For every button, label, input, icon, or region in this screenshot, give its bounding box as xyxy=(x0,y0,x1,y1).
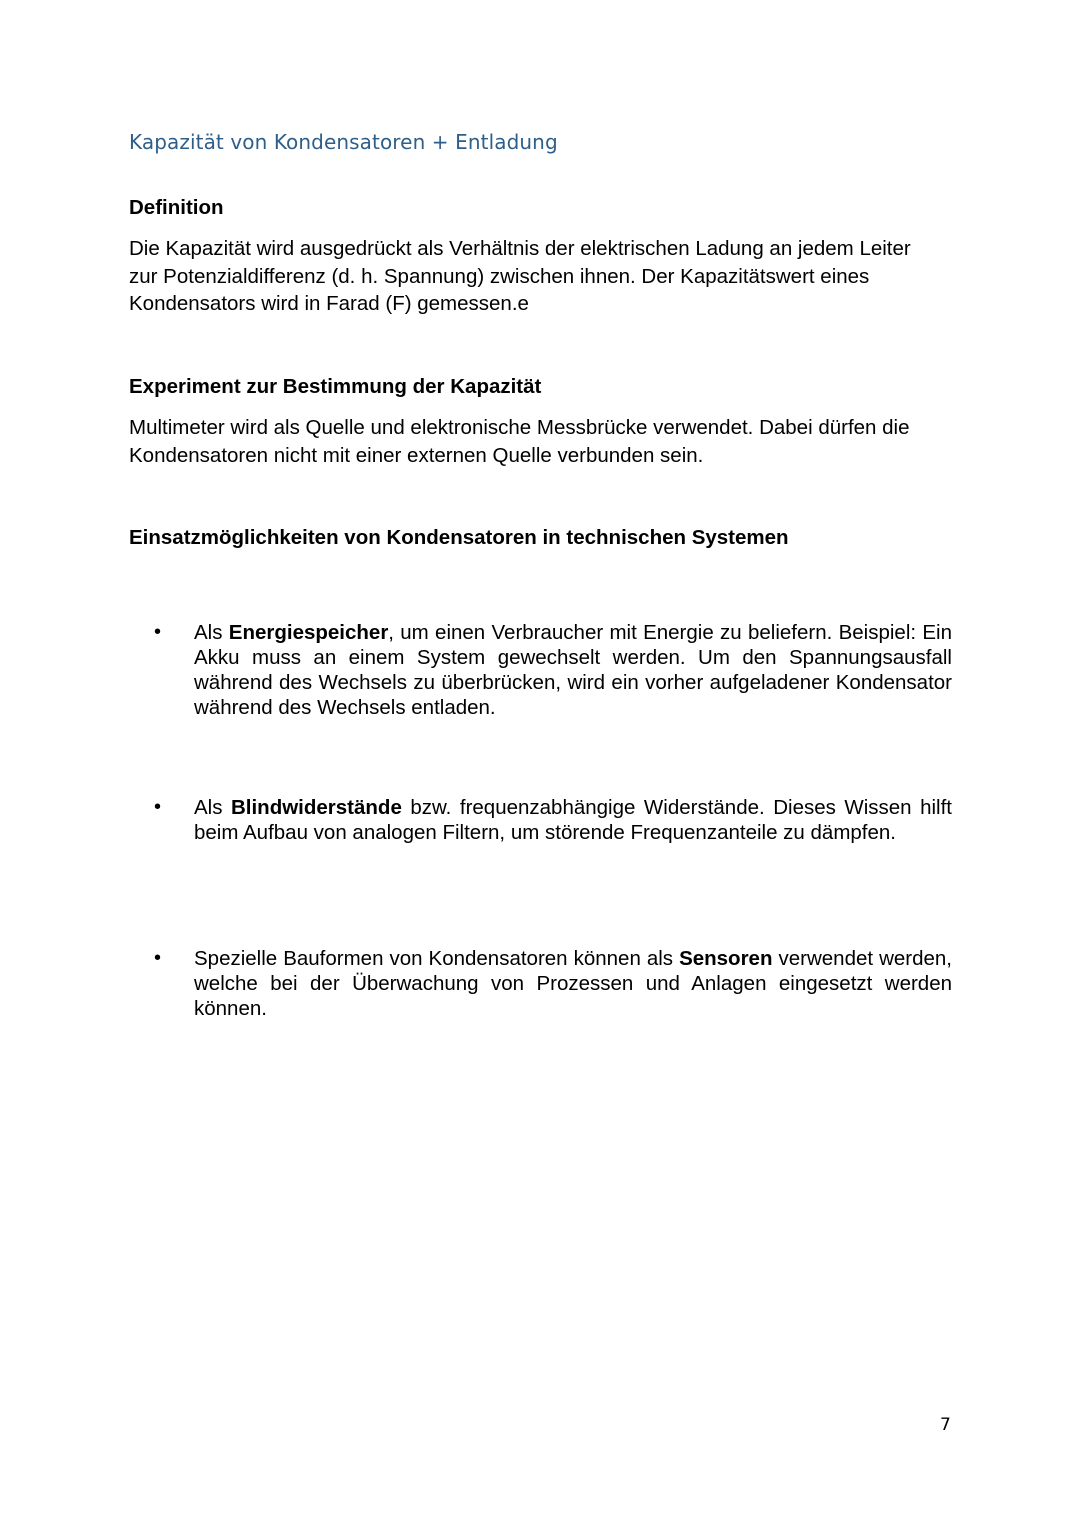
list-item-text-before: Als xyxy=(194,621,229,644)
heading-definition: Definition xyxy=(129,196,224,219)
list-item-text xyxy=(194,795,952,845)
list-item-bold-term: Energiespeicher xyxy=(228,621,389,644)
document-title: Kapazität von Kondensatoren + Entladung xyxy=(129,130,558,154)
heading-einsatzmoeglichkeiten: Einsatzmöglichkeiten von Kondensatoren in technischen Systemen xyxy=(129,526,789,549)
list-item-bold-term: Blindwiderstände xyxy=(230,796,402,819)
list-item-text-after: , um einen Verbraucher mit Energie zu beliefern. Beispiel: Ein Akku muss an einem System gewechselt werden. Um den Spannungsausfall während des Wechsels zu überbrücken, wird ein vorher aufgeladener Kondensator während des Wechsels entladen. xyxy=(194,621,952,719)
bullet-icon: • xyxy=(154,796,162,818)
list-item-text-after: bzw. frequenzabhängige Widerstände. Dieses Wissen hilft beim Aufbau von analogen Filtern, um störende Frequenzanteile zu dämpfen. xyxy=(194,796,952,844)
heading-experiment: Experiment zur Bestimmung der Kapazität xyxy=(129,375,542,398)
list-item-text-before: Spezielle Bauformen von Kondensatoren können als xyxy=(194,947,680,970)
list-item-text xyxy=(194,946,952,1021)
page-number: 7 xyxy=(940,1415,951,1435)
list-item-bold-term: Sensoren xyxy=(679,947,773,970)
list-item-text-before: Als xyxy=(194,796,231,819)
list-item-text-after: verwendet werden, welche bei der Überwachung von Prozessen und Anlagen eingesetzt werden können. xyxy=(194,947,953,1020)
bullet-icon: • xyxy=(154,621,162,643)
list-item-text xyxy=(194,620,952,720)
bullet-icon: • xyxy=(154,947,162,969)
paragraph-experiment: Multimeter wird als Quelle und elektronische Messbrücke verwendet. Dabei dürfen die Kondensatoren nicht mit einer externen Quelle verbunden sein. xyxy=(129,416,910,467)
paragraph-definition: Die Kapazität wird ausgedrückt als Verhältnis der elektrischen Ladung an jedem Leiter zur Potenzialdifferenz (d. h. Spannung) zwischen ihnen. Der Kapazitätswert eines Kondensators wird in Farad (F) gemessen.e xyxy=(129,237,911,315)
